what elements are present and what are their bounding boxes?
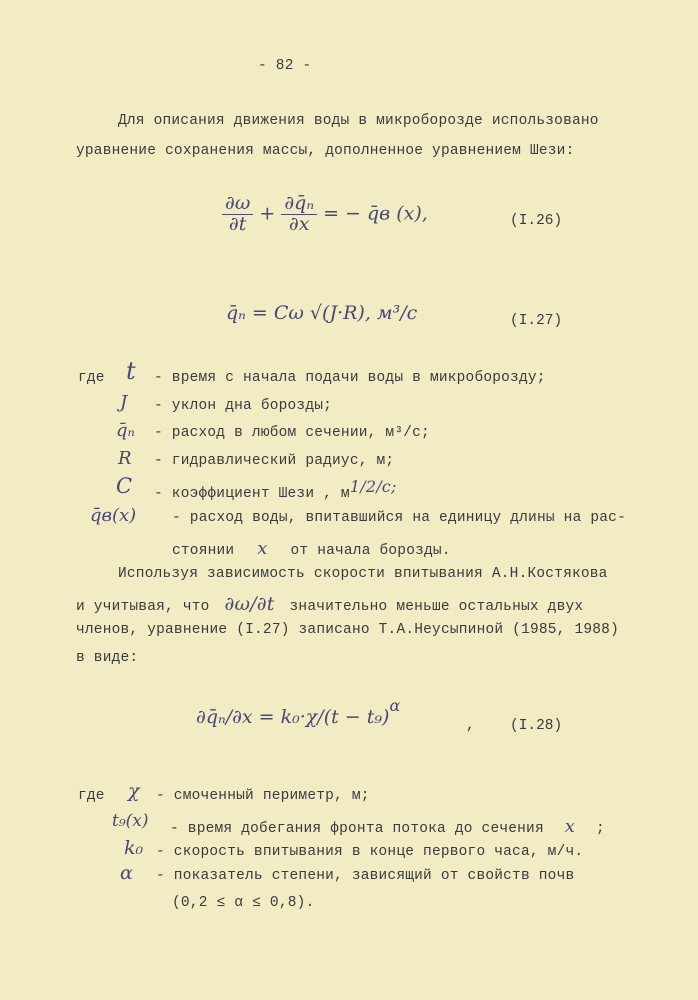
equation-number-1-28: (I.28) — [510, 718, 563, 734]
para2-line-4: в виде: — [76, 650, 139, 666]
eq128-comma: , — [466, 718, 475, 734]
symbol-chi: χ — [128, 780, 140, 802]
para2-line-2-pre: и учитывая, что — [76, 599, 210, 615]
eq126-numerator-1: ∂ω — [222, 194, 253, 215]
definition-qv-continued — [172, 538, 451, 559]
where-label-1: где — [78, 370, 105, 386]
definition-k0: - скорость впитывания в конце первого часа, м/ч. — [156, 844, 584, 860]
eq126-numerator-2: ∂q̄ₙ — [281, 194, 317, 215]
symbol-qv: q̄в(x) — [90, 505, 137, 526]
eq126-denominator-1: ∂t — [228, 212, 247, 235]
definition-alpha: - показатель степени, зависящий от свойств почв — [156, 868, 575, 884]
eq126-rhs: = − q̄в (x), — [323, 202, 428, 225]
chezy-unit: 1/2/с; — [349, 477, 397, 496]
where-label-2: где — [78, 788, 105, 804]
para2-line-1: Используя зависимость скорости впитывания А.Н.Костякова — [118, 566, 608, 582]
para2-line-2-post: значительно меньше остальных двух — [289, 599, 584, 615]
symbol-alpha: α — [120, 862, 133, 884]
section-end: ; — [596, 821, 605, 837]
eq126-fraction-2 — [281, 194, 317, 235]
definition-j: - уклон дна борозды; — [154, 398, 333, 414]
symbol-x-inline: x — [257, 538, 268, 559]
equation-number-1-26: (I.26) — [510, 213, 563, 229]
cont-post: от начала борозды. — [290, 543, 451, 559]
symbol-k0: k₀ — [124, 837, 144, 859]
intro-line-1: Для описания движения воды в микроборозде использовано — [118, 113, 599, 129]
equation-number-1-27: (I.27) — [510, 313, 563, 329]
definition-t9 — [170, 816, 605, 837]
eq126-denominator-2: ∂x — [288, 212, 310, 235]
definition-chi: - смоченный периметр, м; — [156, 788, 370, 804]
eq128-power: α — [389, 696, 401, 715]
equation-1-28 — [196, 696, 401, 728]
symbol-c: C — [116, 474, 133, 498]
symbol-qn: q̄ₙ — [116, 420, 135, 441]
equation-1-27: q̄ₙ = Cω √(J·R), м³/с — [226, 302, 418, 324]
symbol-t: t — [126, 357, 136, 385]
definition-c — [154, 477, 397, 502]
eq126-plus: + — [259, 202, 276, 225]
alpha-range: (0,2 ≤ α ≤ 0,8). — [172, 895, 315, 911]
definition-c-text: - коэффициент Шези , м — [154, 486, 350, 502]
page-number: - 82 - — [258, 58, 312, 74]
symbol-r: R — [118, 448, 132, 469]
para2-line-2 — [76, 593, 583, 615]
definition-t: - время с начала подачи воды в микроборозду; — [154, 370, 546, 386]
definition-t9-text: - время добегания фронта потока до сечения — [170, 821, 544, 837]
definition-r: - гидравлический радиус, м; — [154, 453, 395, 469]
symbol-t9: t₉(x) — [112, 811, 149, 831]
para2-line-3: членов, уравнение (I.27) записано Т.А.Неусыпиной (1985, 1988) — [76, 622, 619, 638]
dw-dt-symbol: ∂ω/∂t — [224, 593, 275, 615]
cont-pre: стоянии — [172, 543, 235, 559]
symbol-x-section: x — [564, 816, 576, 837]
eq126-fraction-1 — [222, 194, 253, 235]
intro-line-2: уравнение сохранения массы, дополненное уравнением Шези: — [76, 143, 575, 159]
definition-qn: - расход в любом сечении, м³/с; — [154, 425, 430, 441]
definition-qv: - расход воды, впитавшийся на единицу длины на рас- — [172, 510, 626, 526]
eq128-expr: ∂q̄ₙ/∂x = k₀·χ/(t − t₉) — [196, 706, 390, 728]
symbol-j: J — [120, 392, 128, 413]
equation-1-26 — [222, 194, 428, 235]
